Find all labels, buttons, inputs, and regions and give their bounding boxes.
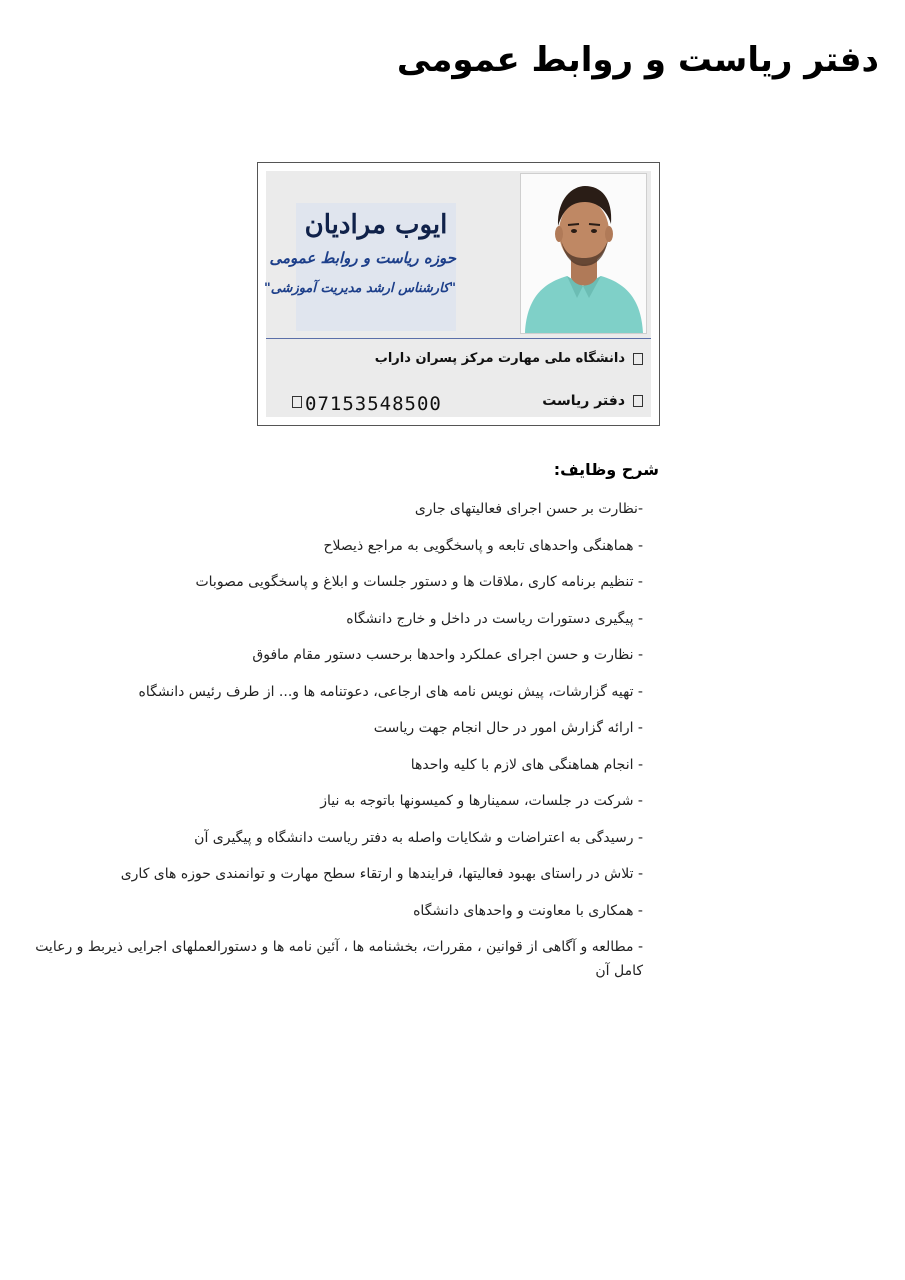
card-university-row (375, 351, 643, 366)
person-name: ایوب مرادیان (304, 210, 448, 240)
duty-item: - تنظیم برنامه کاری ،ملاقات ها و دستور جلسات و ابلاغ و پاسخگویی مصوبات (195, 574, 643, 590)
card-name-block (263, 203, 456, 331)
phone-number (292, 393, 442, 415)
duty-item: -نظارت بر حسن اجرای فعالیتهای جاری (414, 501, 643, 517)
duty-item: - پیگیری دستورات ریاست در داخل و خارج دانشگاه (346, 610, 643, 627)
checkbox-glyph-icon (633, 353, 643, 365)
card-divider (266, 338, 651, 339)
card-office-row (542, 393, 643, 409)
page-title: دفتر ریاست و روابط عمومی (396, 40, 879, 80)
phone-number-text: 07153548500 (305, 393, 442, 415)
duty-item: - ارائه گزارش امور در حال انجام جهت ریاست (373, 720, 643, 736)
duty-item: - شرکت در جلسات، سمینارها و کمیسونها باتوجه به نیاز (320, 793, 643, 809)
office-name: دفتر ریاست (542, 393, 625, 409)
university-name: دانشگاه ملی مهارت مرکز پسران داراب (374, 351, 625, 366)
duties-list (23, 497, 643, 983)
duty-item: - انجام هماهنگی های لازم با کلیه واحدها (410, 756, 643, 773)
person-degree: "کارشناس ارشد مدیریت آموزشی" (263, 281, 456, 296)
business-card (257, 162, 660, 426)
business-card-body (263, 171, 651, 417)
duty-item: - مطالعه و آگاهی از قوانین ، مقررات، بخشنامه ها ، آئین نامه ها و دستورالعملهای اجرایی ذیربط و رعایت کامل آن (35, 939, 643, 979)
duty-item: - تهیه گزارشات، پیش نویس نامه های ارجاعی، دعوتنامه ها و... از طرف رئیس دانشگاه (138, 683, 643, 700)
duty-item: - نظارت و حسن اجرای عملکرد واحدها برحسب دستور مقام مافوق (252, 647, 643, 663)
duties-heading: شرح وظایف: (553, 460, 659, 479)
person-portrait-icon (521, 174, 646, 333)
phone-glyph-icon (292, 396, 302, 408)
duty-item: - همکاری با معاونت و واحدهای دانشگاه (413, 902, 643, 919)
profile-photo (520, 173, 647, 334)
person-department: حوزه ریاست و روابط عمومی (269, 249, 456, 267)
checkbox-glyph-icon (633, 395, 643, 407)
duty-item: - تلاش در راستای بهبود فعالیتها، فرایندها و ارتقاء سطح مهارت و توانمندی حوزه های کاری (120, 866, 643, 882)
duty-item: - هماهنگی واحدهای تابعه و پاسخگویی به مراجع ذیصلاح (323, 537, 643, 554)
duty-item: - رسیدگی به اعتراضات و شکایات واصله به دفتر ریاست دانشگاه و پیگیری آن (194, 829, 643, 846)
